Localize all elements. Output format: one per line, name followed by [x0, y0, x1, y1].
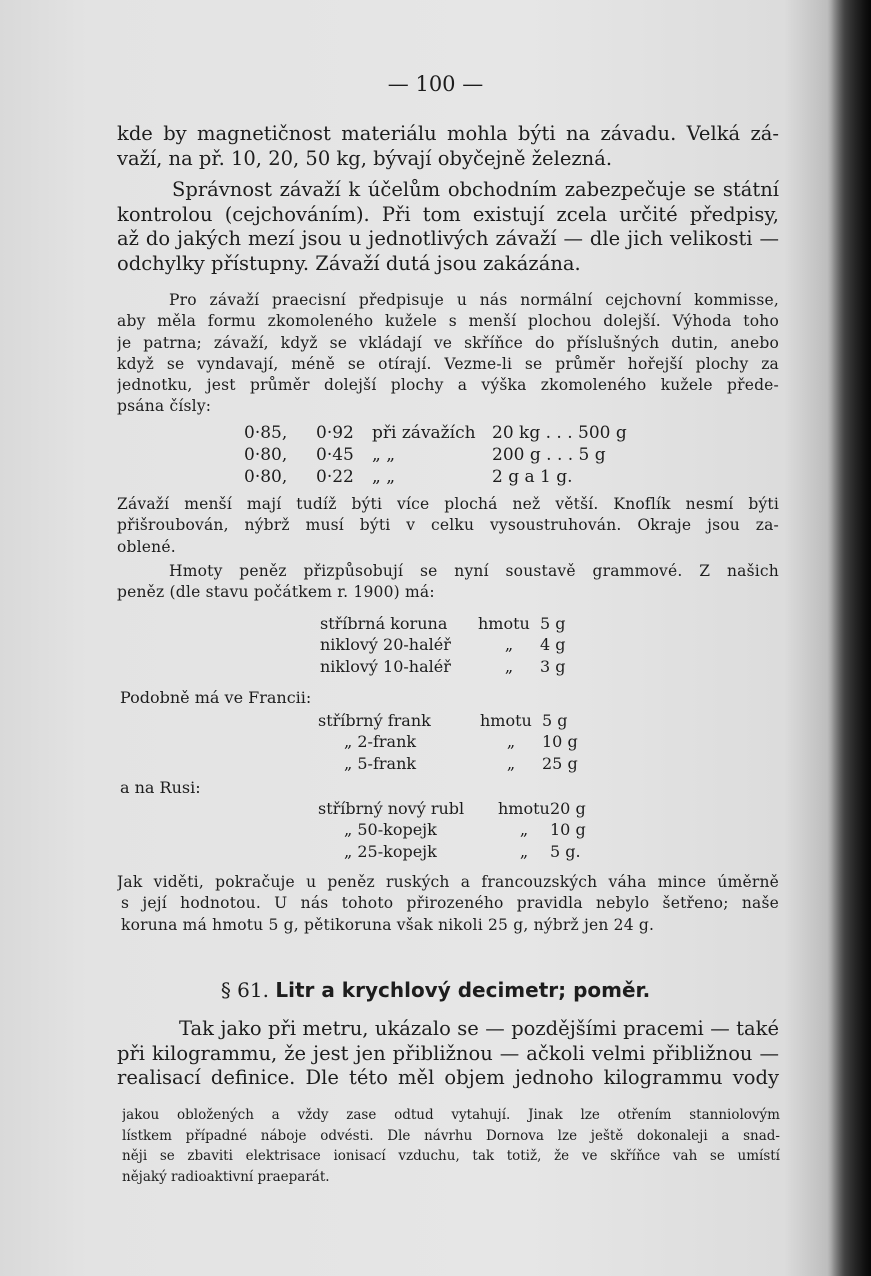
table-cell: hmotu — [480, 711, 532, 730]
table-cell: 0·45 — [316, 445, 354, 465]
table-cell: „ — [506, 732, 516, 752]
paragraph-5 — [117, 561, 779, 604]
footnote-line: něji se zbaviti elektrisace ionisací vzduchu, tak totiž, že ve skříňce vah se umístí — [122, 1148, 780, 1164]
table-row — [318, 753, 578, 774]
page-gutter-shadow — [831, 0, 871, 1276]
section-heading — [0, 978, 871, 1002]
table-cell: stříbrný nový rubl — [318, 799, 465, 818]
table-cell: 0·85, — [244, 423, 288, 443]
paragraph-4 — [117, 494, 779, 558]
table-cell: 25 g — [542, 753, 578, 773]
table-cell: 5 g. — [550, 841, 581, 861]
table-cell: 5 g — [540, 614, 566, 633]
paragraph-3 — [117, 290, 779, 418]
table-row — [318, 731, 578, 752]
table-cell: 0·80, — [244, 467, 288, 487]
table-cell: 20 g — [550, 799, 586, 818]
coins-russia-table — [318, 798, 586, 862]
table-cell: při závažích — [372, 423, 476, 443]
text-line: při kilogrammu, že jest jen přibližnou — ačkoli velmi přibližnou — — [117, 1041, 779, 1065]
text-line: je patrna; závaží, když se vkládají ve skříňce do příslušných dutin, anebo — [117, 333, 779, 352]
text-line: Hmoty peněz přizpůsobují se nyní soustavě grammové. Z našich — [169, 562, 779, 580]
text-line: realisací definice. Dle této měl objem jednoho kilogrammu vody — [117, 1066, 779, 1090]
table-row — [244, 422, 627, 444]
table-cell: stříbrná koruna — [320, 614, 448, 633]
table-cell: „ 25-kopejk — [344, 841, 437, 861]
coins-france-table — [318, 710, 578, 774]
table-row — [244, 466, 627, 488]
table-row — [320, 634, 566, 655]
table-cell: 0·22 — [316, 467, 354, 487]
table-cell: hmotu — [478, 614, 530, 633]
text-line: kontrolou (cejchováním). Při tom existují zcela určité předpisy, — [117, 202, 779, 226]
table-cell: „ 5-frank — [344, 753, 417, 773]
text-line: oblené. — [117, 537, 176, 556]
footnote-line: lístkem případné náboje odvésti. Dle návrhu Dornova lze ještě dokonaleji a snad- — [122, 1127, 780, 1144]
table-cell: „ — [506, 753, 516, 773]
table-cell: 2 g a 1 g. — [492, 467, 573, 487]
table-cell: 3 g — [540, 656, 566, 676]
table-cell: 10 g — [542, 732, 578, 752]
table-cell: „ 2-frank — [344, 732, 417, 752]
text-line: jednotku, jest průměr dolejší plochy a výška zkomoleného kužele přede- — [117, 376, 779, 395]
table-row — [318, 798, 586, 819]
paragraph-6 — [117, 872, 779, 936]
table-cell: 4 g — [540, 635, 566, 655]
text-line: Tak jako při metru, ukázalo se — pozdějšími pracemi — také — [179, 1017, 779, 1040]
text-line: Pro závaží praecisní předpisuje u nás normální cejchovní kommisse, — [169, 291, 779, 309]
text-line: kde by magnetičnost materiálu mohla býti na závadu. Velká zá- — [117, 122, 779, 145]
table-cell: 0·80, — [244, 445, 288, 465]
table-row — [320, 656, 566, 677]
table-cell: hmotu — [498, 799, 550, 818]
table-cell: stříbrný frank — [318, 711, 431, 730]
text-line: s její hodnotou. U nás tohoto přirozeného pravidla nebylo šetřeno; naše — [121, 894, 779, 913]
text-line: peněz (dle stavu počátkem r. 1900) má: — [117, 583, 435, 602]
table-cell: „ — [504, 635, 514, 655]
text-line: přišroubován, nýbrž musí býti v celku vysoustruhován. Okraje jsou za- — [117, 516, 779, 535]
ratio-table — [244, 422, 627, 488]
section-title: Litr a krychlový decimetr; poměr. — [275, 978, 651, 1002]
text-line: když se vyndavají, méně se otírají. Vezme-li se průměr hořejší plochy za — [117, 354, 779, 373]
table-cell: niklový 10-haléř — [320, 656, 451, 676]
russia-label: a na Rusi: — [120, 778, 201, 797]
paragraph-7 — [117, 1017, 779, 1091]
table-row — [318, 710, 578, 731]
table-cell: 200 g . . . 5 g — [492, 445, 606, 465]
table-cell: 20 kg . . . 500 g — [492, 423, 627, 443]
table-cell: 5 g — [542, 711, 568, 730]
text-line: odchylky přístupny. Závaží dutá jsou zakázána. — [117, 251, 581, 275]
text-line: aby měla formu zkomoleného kužele s menší plochou dolejší. Výhoda toho — [117, 312, 779, 331]
text-line: Závaží menší mají tudíž býti více plochá než větší. Knoflík nesmí býti — [117, 495, 779, 513]
footnote-line: jakou obložených a vždy zase odtud vytahují. Jinak lze otřením stanniolovým — [122, 1107, 780, 1123]
footnote-line: nějaký radioaktivní praeparát. — [122, 1168, 330, 1185]
text-line: važí, na př. 10, 20, 50 kg, bývají obyčejně železná. — [117, 146, 613, 170]
text-line: až do jakých mezí jsou u jednotlivých závaží — dle jich velikosti — — [117, 227, 779, 251]
footnote — [122, 1105, 780, 1187]
france-label: Podobně má ve Francii: — [120, 688, 312, 707]
table-cell: „ 50-kopejk — [344, 820, 437, 840]
table-row — [318, 841, 586, 862]
text-line: koruna má hmotu 5 g, pětikoruna však nikoli 25 g, nýbrž jen 24 g. — [121, 915, 655, 934]
table-row — [320, 613, 566, 634]
table-cell: niklový 20-haléř — [320, 635, 451, 655]
table-cell: „ — [504, 656, 514, 676]
text-line: Jak viděti, pokračuje u peněz ruských a francouzských váha mince úměrně — [117, 873, 779, 891]
table-row — [244, 444, 627, 466]
table-row — [318, 819, 586, 840]
section-number: § 61. — [220, 978, 269, 1002]
table-cell: „ — [519, 841, 529, 861]
text-line: psána čísly: — [117, 397, 212, 416]
coins-czech-table — [320, 613, 566, 677]
text-line: Správnost závaží k účelům obchodním zabezpečuje se státní — [172, 178, 779, 201]
table-cell: „ „ — [372, 467, 396, 487]
table-cell: 0·92 — [316, 423, 354, 443]
paragraph-2 — [117, 178, 779, 276]
paragraph-1 — [117, 122, 779, 171]
table-cell: „ „ — [372, 445, 396, 465]
table-cell: 10 g — [550, 820, 586, 840]
table-cell: „ — [519, 820, 529, 840]
page-number: — 100 — — [387, 72, 484, 96]
